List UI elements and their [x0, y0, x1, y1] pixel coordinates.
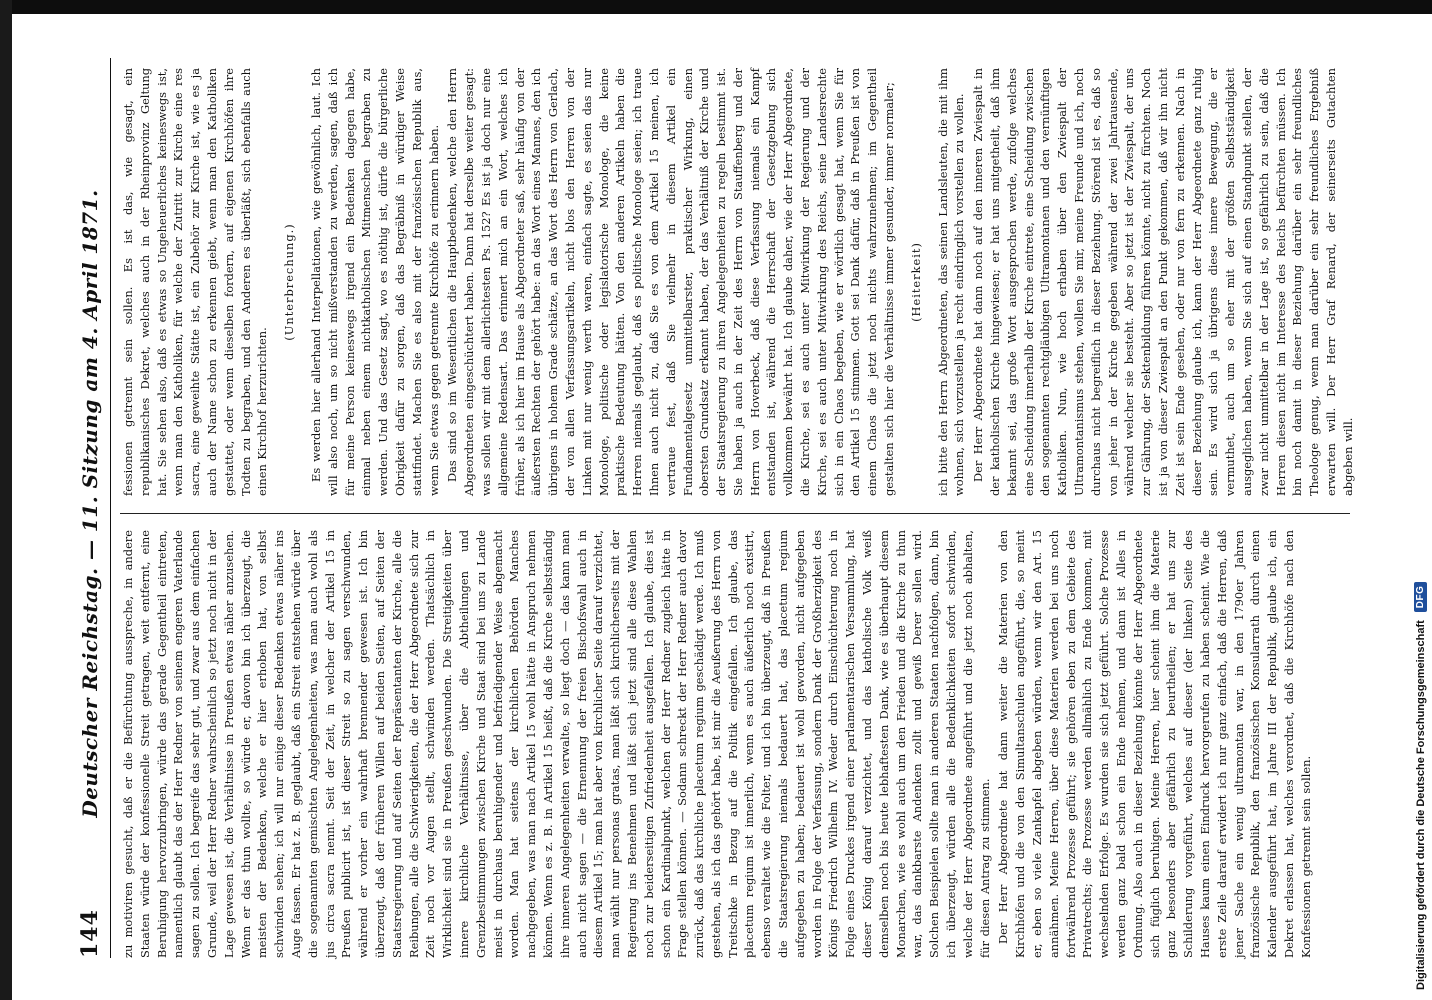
- scan-edge-top: [0, 0, 1432, 14]
- page-number: 144: [77, 909, 103, 958]
- column-divider: [120, 513, 1350, 514]
- newspaper-page: [70, 58, 1360, 958]
- stage-direction: (Heiterkeit): [908, 242, 923, 322]
- dfg-logo: DFG: [1414, 582, 1427, 613]
- paragraph: Das sind so im Wesentlichen die Hauptbedenken, welche den Herrn Abgeordneten eingeschüchtert haben. Dann hat derselbe weiter gesagt: was sollen wir mit dem allerlichtesten Ps. 152? Es ist ja doch nur eine allgemeine Redensart. Das erinnert mich an ein Wort, welches ich früher, als ich hier im Hause als Abgeordneter saß, sehr häufig von der äußersten Rechten der gehört habe: an das Wort eines Mannes, den ich übrigens in hohem Grade schätze, an das Wort des Herrn von Gerlach, der von allen Verfassungsartikeln, nicht blos den Herren von der Linken mit nur wenig werth waren, einfach sagte, es seien das nur Monologe, politische oder legislatorische Monologe, die keine praktische Bedeutung hätten. Von den anderen Artikeln haben die Herren niemals geglaubt, daß es politische Monologe seien; ich traue Ihnen auch nicht zu, daß Sie es von dem Artikel 15 meinen, ich vertraue fest, daß Sie vielmehr in diesem Artikel ein Fundamentalgesetz unmittelbarster, praktischer Wirkung, einen obersten Grundsatz erkannt haben, der das Verhältniß der Kirche und der Staatsregierung zu ihren Angelegenheiten zu regeln bestimmt ist. Sie haben ja auch in der Zeit des Herrn von Stauffenberg und der Herrn von Hoverbeck, daß diese Verfassung niemals ein Kampf entstanden ist, während die Herrschaft der Gesetzgebung sich vollkommen bewährt hat. Ich glaube daher, wie der Herr Abgeordnete, die Kirche, sei es auch unter Mitwirkung der Regierung und der Kirche, sei es auch unter Mitwirkung des Reichs, seine Landesrechte sich in ein Chaos begeben, wie er wörtlich gesagt hat, wenn Sie für den Artikel 15 stimmen. Gott sei Dank dafür, daß in Preußen ist von einem Chaos die jetzt noch nichts wahrzunehmen; im Gegentheil gestalten sich hier die Verhältnisse immer gesunder, immer normaler;: [445, 68, 897, 496]
- paragraph: Es werden hier allerhand Interpellationen, wie gewöhnlich, laut. Ich will also noch, um so nicht mißverstanden zu werden, sagen, daß ich für meine Person keineswegs irgend ein Bedenken dagegen habe, einmal neben einem nichtkatholischen Mitmenschen begraben zu werden. Und das Gesetz sagt, wo es nöthig ist, dürfe die bürgerliche Obrigkeit dafür zu sorgen, daß das Begräbniß in würdiger Weise stattfindet. Machen Sie es also mit der französischen Republik aus, wenn Sie etwas gegen getrennte Kirchhöfe zu erinnern haben.: [308, 68, 441, 496]
- stage-direction: (Unterbrechung.): [282, 223, 297, 341]
- text-columns: [120, 58, 1355, 958]
- paragraph: ich bitte den Herrn Abgeordneten, das seinen Landsleuten, die mit ihm wohnen, sich vorzustellen ja recht eindringlich vorstellen zu wollen.: [935, 68, 967, 496]
- paragraph: fessionen getrennt sein sollen. Es ist das, wie gesagt, ein republikanisches Dekret, welches auch in der Rheinprovinz Geltung hat. Sie sehen also, daß es etwas so Ungeheuerliches keineswegs ist, wenn man den Katholiken, für welche der Zutritt zur Kirche eine res sacra, eine geweihte Stätte ist, ein Zubehör zur Kirche ist, wie es ja auch der Name schon zu erkennen giebt, wenn man den Katholiken gestattet, oder wenn dieselben fordern, auf eigenen Kirchhöfen ihre Todten zu begraben, und den Anderen es überläßt, sich ebenfalls auch einen Kirchhof herzurichten.: [121, 68, 270, 496]
- running-head: Deutscher Reichstag. — 11. Sitzung am 4. April 1871.: [78, 189, 102, 818]
- digitization-credit: [1414, 582, 1427, 990]
- page-header: [70, 58, 111, 958]
- right-column: [120, 68, 1355, 496]
- paragraph: zu motiviren gesucht, daß er die Befürchtung ausspreche, in andere Staaten würde der konfessionelle Streit getragen, weit entfernt, eine Beruhigung hervorzubringen, würde das gerade Gegentheil eintreten, namentlich glaubt das der Herr Redner von seinem engeren Vaterlande sagen zu sollen. Ich begreife das sehr gut, und zwar aus dem einfachen Grunde, weil der Herr Redner wahrscheinlich so jetzt noch nicht in der Lage gewesen ist, die Verhältnisse in Preußen etwas näher anzusehen. Wenn er das thun wollte, so würde er, davon bin ich überzeugt, die meisten der Bedenken, welche er hier erhoben hat, von selbst schwinden sehen; ich will nur einige dieser Bedenken etwas näher ins Auge fassen. Er hat z. B. geglaubt, daß ein Streit entstehen würde über die sogenannten gemischten Angelegenheiten, was man auch wohl als jus circa sacra nennt. Seit der Zeit, in welcher der Artikel 15 in Preußen publicirt ist, ist dieser Streit so zu sagen verschwunden, während er vorher ein wahrhaft brennender gewesen ist. Ich bin überzeugt, daß der früheren Willen auf beiden Seiten, auf Seiten der Staatsregierung und auf Seiten der Repräsentanten der Kirche, alle die Reibungen, alle die Schwierigkeiten, die der Herr Abgeordnete sich zur Zeit noch vor Augen stellt, schwinden werden. Thatsächlich in Wirklichkeit sind sie in Preußen geschwunden. Die Streitigkeiten über innere kirchliche Verhältnisse, über die Abtheilungen und Grenzbestimmungen zwischen Kirche und Staat sind bei uns zu Lande meist in durchaus beruhigender und befriedigender Weise abgemacht worden. Man hat seitens der kirchlichen Behörden Manches nachgegeben, was man nach Artikel 15 wohl hätte in Anspruch nehmen können. Wenn es z. B. in Artikel 15 heißt, daß die Kirche selbstständig ihre inneren Angelegenheiten verwalte, so liegt doch — das kann man auch nicht sagen — die Ernennung der freien Bischofswahl auch in diesem Artikel 15; man hat aber von kirchlicher Seite darauf verzichtet, man wählt nur personas gratas, man läßt sich kirchlicherseits mit der Regierung ins Benehmen und läßt sich jetzt sind alle diese Wahlen noch zur beiderseitigen Zufriedenheit ausgefallen. Ich glaube, dies ist schon ein Kardinalpunkt, welchen der Herr Redner zugleich hätte in Frage stellen können. — Sodann schreckt der Herr Redner auch davor zurück, daß das kirchliche placetum regium geschädigt werde. Ich muß gestehen, als ich das gehört habe, ist mir die Aeußerung des Herrn von Treitschke in Bezug auf die Politik eingefallen. Ich glaube, das placetum regium ist innerlich, wenn es auch äußerlich noch existirt, ebenso veraltet wie die Folter, und ich bin überzeugt, daß in Preußen die Staatsregierung niemals bedauert hat, das placetum regium aufgegeben zu haben; bedauert ist wohl geworden, nicht aufgegeben worden in Folge der Verfassung, sondern Dank der Großherzigkeit des Königs Friedrich Wilhelm IV. Weder durch Einschüchterung noch in Folge eines Druckes irgend einer parlamentarischen Versammlung, hat dieser König darauf verzichtet, und das katholische Volk weiß demselben noch bis heute lebhaftesten Dank, wie es überhaupt diesem Monarchen, wie es wohl auch um den Frieden und die Kirche zu thun war, das dankbarste Andenken zollt und gewiß Derer sollen wird. Solchen Beispielen sollte man in anderen Staaten nachfolgen, dann, bin ich überzeugt, würden alle die Bedenklichkeiten sofort schwinden, welche der Herr Abgeordnete angeführt und die jetzt noch abhalten, für diesen Antrag zu stimmen.: [121, 530, 992, 958]
- digitization-credit-text: Digitalisierung gefördert durch die Deutsche Forschungsgemeinschaft: [1414, 620, 1427, 990]
- left-column: [120, 530, 1350, 958]
- paragraph: Der Herr Abgeordnete hat dann noch auf den inneren Zwiespalt in der katholischen Kirche hingewiesen; er hat uns mitgetheilt, daß ihm bekannt sei, das große Wort ausgesprochen werde, zufolge welches eine Scheidung innerhalb der Kirche eintrete, eine Scheidung zwischen den sogenannten rechtgläubigen Ultramontanen und den vernünftigen Katholiken. Nun, wie hoch erhaben über den Zwiespalt der Ultramontanismus stehen, wollen Sie mir, meine Freunde und ich, noch durchaus nicht begreiflich in dieser Beziehung. Störend ist es, daß so von jeher in der Kirche gegeben während der zwei Jahrtausende, während welcher sie besteht. Aber so jetzt ist der Zwiespalt, der uns zur Gährung, der Sektenbildung führen könnte, nicht zu fürchten. Noch ist ja von dieser Zwiespalt an den Punkt gekommen, daß wir ihn nicht Zeit ist sein Ende gesehen, oder nur von fern zu erkennen. Nach in dieser Beziehung glaube ich, kann der Herr Abgeordnete ganz ruhig sein. Es wird sich ja übrigens diese innere Bewegung, die er vermuthet, auch um so eher mit der größten Selbstständigkeit ausgeglichen haben, wenn Sie sich auf einen Standpunkt stellen, der zwar nicht unmittelbar in der Lage ist, so gefährlich zu sein, daß die Herren diesen nicht im Interesse des Reichs befürchten müssen. Ich bin noch damit in dieser Beziehung darüber ein sehr freundliches Theologe genug, wenn man darüber ein sehr freundliches Ergebniß erwarten will. Der Herr Graf Renard, der seinerseits Gutachten abgeben will.: [971, 68, 1355, 496]
- paragraph: Der Herr Abgeordnete hat dann weiter die Materien von den Kirchhöfen und die von den Simultanschulen angeführt, die, so meint er, eben so viele Zankapfel abgeben würden, wenn wir den Art. 15 annähmen. Meine Herren, über diese Materien werden bei uns noch fortwährend Prozesse geführt; sie gehören eben zu dem Gebiete des Privatrechts; die Prozesse werden allmählich zu Ende kommen, mit wechselnden Erfolge. Es wurden sie sich jetzt geführt. Solche Prozesse werden ganz bald schon ein Ende nehmen, und dann ist Alles in Ordnung. Also auch in dieser Beziehung könnte der Herr Abgeordnete sich füglich beruhigen. Meine Herren, hier scheint ihm die Materie ganz besonders aber gefährlich zu beurtheilen; er hat uns zur Schilderung vorgeführt, welches auf dieser (der linken) Seite des Hauses kaum einen Eindruck hervorgerufen zu haben scheint. Wie die erste Zeile darauf erwidert ich nur ganz einfach, daß die Herren, daß jener Sache ein wenig ultramontan war, in den 1790er Jahren französische Republik, den französischen Konsularrath durch einen Kalender ausgeführt hat, im Jahre III der Republik, glaube ich, ein Dekret erlassen hat, welches verordnet, daß die Kirchhöfe nach den Konfessionen getrennt sein sollen.: [996, 530, 1313, 958]
- scan-edge-left: [0, 0, 12, 1000]
